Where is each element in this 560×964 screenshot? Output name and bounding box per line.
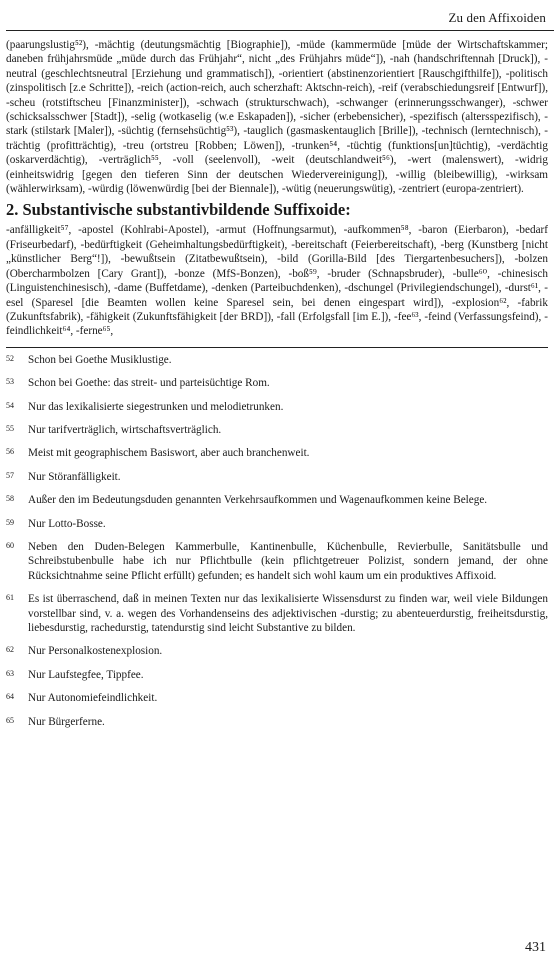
footnote-number: 56 — [6, 447, 14, 457]
header-rule — [6, 30, 554, 31]
footnote-number: 59 — [6, 517, 14, 527]
footnote — [6, 540, 548, 583]
footnote — [6, 715, 548, 729]
section-heading: 2. Substantivische substantivbildende Suffixoide: — [6, 200, 351, 220]
footnote-number: 52 — [6, 353, 14, 363]
footnote-text: Nur Lotto-Bosse. — [28, 517, 106, 530]
footnote-number: 58 — [6, 494, 14, 504]
page-number: 431 — [525, 940, 546, 955]
footnote — [6, 644, 548, 658]
footnote-text: Schon bei Goethe: das streit- und parteisüchtige Rom. — [28, 377, 270, 390]
footnote-text: Meist mit geographischem Basiswort, aber auch branchenweit. — [28, 447, 310, 460]
footnote-number: 63 — [6, 668, 14, 678]
footnote-text: Neben den Duden-Belegen Kammerbulle, Kantinenbulle, Küchenbulle, Revierbulle, Sanitätsbulle und Schreibstubenbulle habe ich nur Pflichtbulle (kein pflichtgetreuer Polizist, sondern jemand, der ohne Rücksichtnahme seine Pflicht erfüllt) gefunden; es handelt sich wohl kaum um ein produktives Affixoid. — [28, 540, 548, 582]
running-head: Zu den Affixoiden — [448, 10, 546, 25]
footnote — [6, 423, 548, 437]
footnote — [6, 446, 548, 460]
footnote-text: Es ist überraschend, daß in meinen Texten nur das lexikalisierte Wissensdurst zu finden war, weil viele Bildungen vorstellbar sind, v. a. wegen des Vorhandenseins des adjektivischen -durstig; zu abenteuerdurstig, freiheitsdurstig, liebesdurstig, rachedurstig, tatendurstig sind leicht Substantive zu bilden. — [28, 593, 548, 634]
footnote-text: Schon bei Goethe Musiklustige. — [28, 353, 172, 366]
footnote — [6, 470, 548, 484]
footnote-number: 62 — [6, 645, 14, 655]
footnote-text: Nur Autonomiefeindlichkeit. — [28, 692, 158, 705]
footnote-number: 53 — [6, 377, 14, 387]
footnote-number: 55 — [6, 423, 14, 433]
footnote-number: 64 — [6, 692, 14, 702]
footnote-text: Nur Bürgerferne. — [28, 715, 105, 728]
footnote-number: 54 — [6, 400, 14, 410]
footnote-text: Nur Personalkostenexplosion. — [28, 645, 163, 658]
footnote — [6, 592, 548, 635]
footnotes — [6, 353, 548, 729]
footnote-number: 65 — [6, 715, 14, 725]
footnote — [6, 353, 548, 367]
footnote-rule — [6, 347, 548, 348]
main-text — [6, 38, 548, 738]
footnote-text: Außer den im Bedeutungsduden genannten Verkehrsaufkommen und Wagenaufkommen keine Belege. — [28, 494, 488, 507]
footnote — [6, 668, 548, 682]
footnote — [6, 400, 548, 414]
footnote-text: Nur tarifverträglich, wirtschaftsverträglich. — [28, 423, 222, 436]
footnote — [6, 691, 548, 705]
footnote-number: 61 — [6, 593, 14, 603]
footnote-text: Nur Störanfälligkeit. — [28, 470, 121, 483]
footnote-text: Nur das lexikalisierte siegestrunken und melodietrunken. — [28, 400, 284, 413]
footnote — [6, 517, 548, 531]
paragraph-noun-suffixoids: -anfälligkeit⁵⁷, -apostel (Kohlrabi-Apostel), -armut (Hoffnungsarmut), -aufkommen⁵⁸, -baron (Eierbaron), -bedarf (Friseurbedarf), -bedürftigkeit (Geheimhaltungsbedürftigkeit), -bereitschaft (Feierbereitschaft), -berg (Kunstberg [nicht „künstlicher Berg“!]), -bewußtsein (Zitatbewußtsein), -bild (Gorilla-Bild [des Tiergartenbesuchers]), -bolzen (Obercharmbolzen [Cary Grant]), -bonze (MfS-Bonzen), -boß⁵⁹, -bruder (Schnapsbruder), -bulle⁶⁰, -chinesisch (Linguistenchinesisch), -dame (Buffetdame), -denken (Parteibuchdenken), -dschungel (Privilegiendschungel), -durst⁶¹, -esel (Sparesel [die Beamten wollen keine Sparesel sein, bei denen eingespart wird]), -explosion⁶², -fabrik (Zukunftsfabrik), -fähigkeit (Zukunftsfähigkeit [der BRD]), -fall (Erfolgsfall [im E.]), -fee⁶³, -feind (Verfassungsfeind), -feindlichkeit⁶⁴, -ferne⁶⁵, — [6, 224, 548, 338]
footnote-number: 60 — [6, 540, 14, 550]
footnote-number: 57 — [6, 470, 14, 480]
paragraph-adjective-suffixoids: (paarungslustig⁵²), -mächtig (deutungsmächtig [Biographie]), -müde (kammermüde [müde der Wirtschaftskammer; daneben frühjahrsmüde „müde durch das Frühjahr“, nicht „des Frühjahrs müde“]), -nah (handschriftennah [Druck]), -neutral (geschlechtsneutral [Erziehung und grammatisch]), -orientiert (abstinenzorientiert [Rauschgifthilfe]), -politisch (zinspolitisch [z.e Schritte]), -reich (action-reich, auch scherzhaft: Aktschn-reich), -reif (verabschiedungsreif [Entwurf]), -scheu (rotstiftscheu [Finanzminister]), -schwach (strukturschwach), -schwanger (erinnerungsschwanger), -schwer (schicksalsschwer [Stadt]), -selig (wotkaselig (w.e Eskapaden]), -sicher (erbebensicher), -spezifisch (altersspezifisch), -stark (stilstark [Maler]), -süchtig (fernsehsüchtig⁵³), -tauglich (gasmaskentauglich [Brille]), -technisch (lerntechnisch), -trächtig (profitträchtig), -treu (ortstreu [Robben; Löwen]), -trunken⁵⁴, -tüchtig (funktions[un]tüchtig), -verdächtig (oskarverdächtig), -verträglich⁵⁵, -voll (seelenvoll), -weit (deutschlandweit⁵⁶), -wert (malenswert), -widrig (einheitswidrig [gegen den tieferen Sinn der deutschen Wiedervereinigung]), -willig (bleibewillig), -wirksam (wählerwirksam), -würdig (löwenwürdig [bei der Biennale]), -wütig (neuerungswütig), -zentriert (europa-zentriert). — [6, 39, 548, 196]
footnote — [6, 376, 548, 390]
footnote-text: Nur Laufstegfee, Tippfee. — [28, 668, 144, 681]
footnote — [6, 493, 548, 507]
